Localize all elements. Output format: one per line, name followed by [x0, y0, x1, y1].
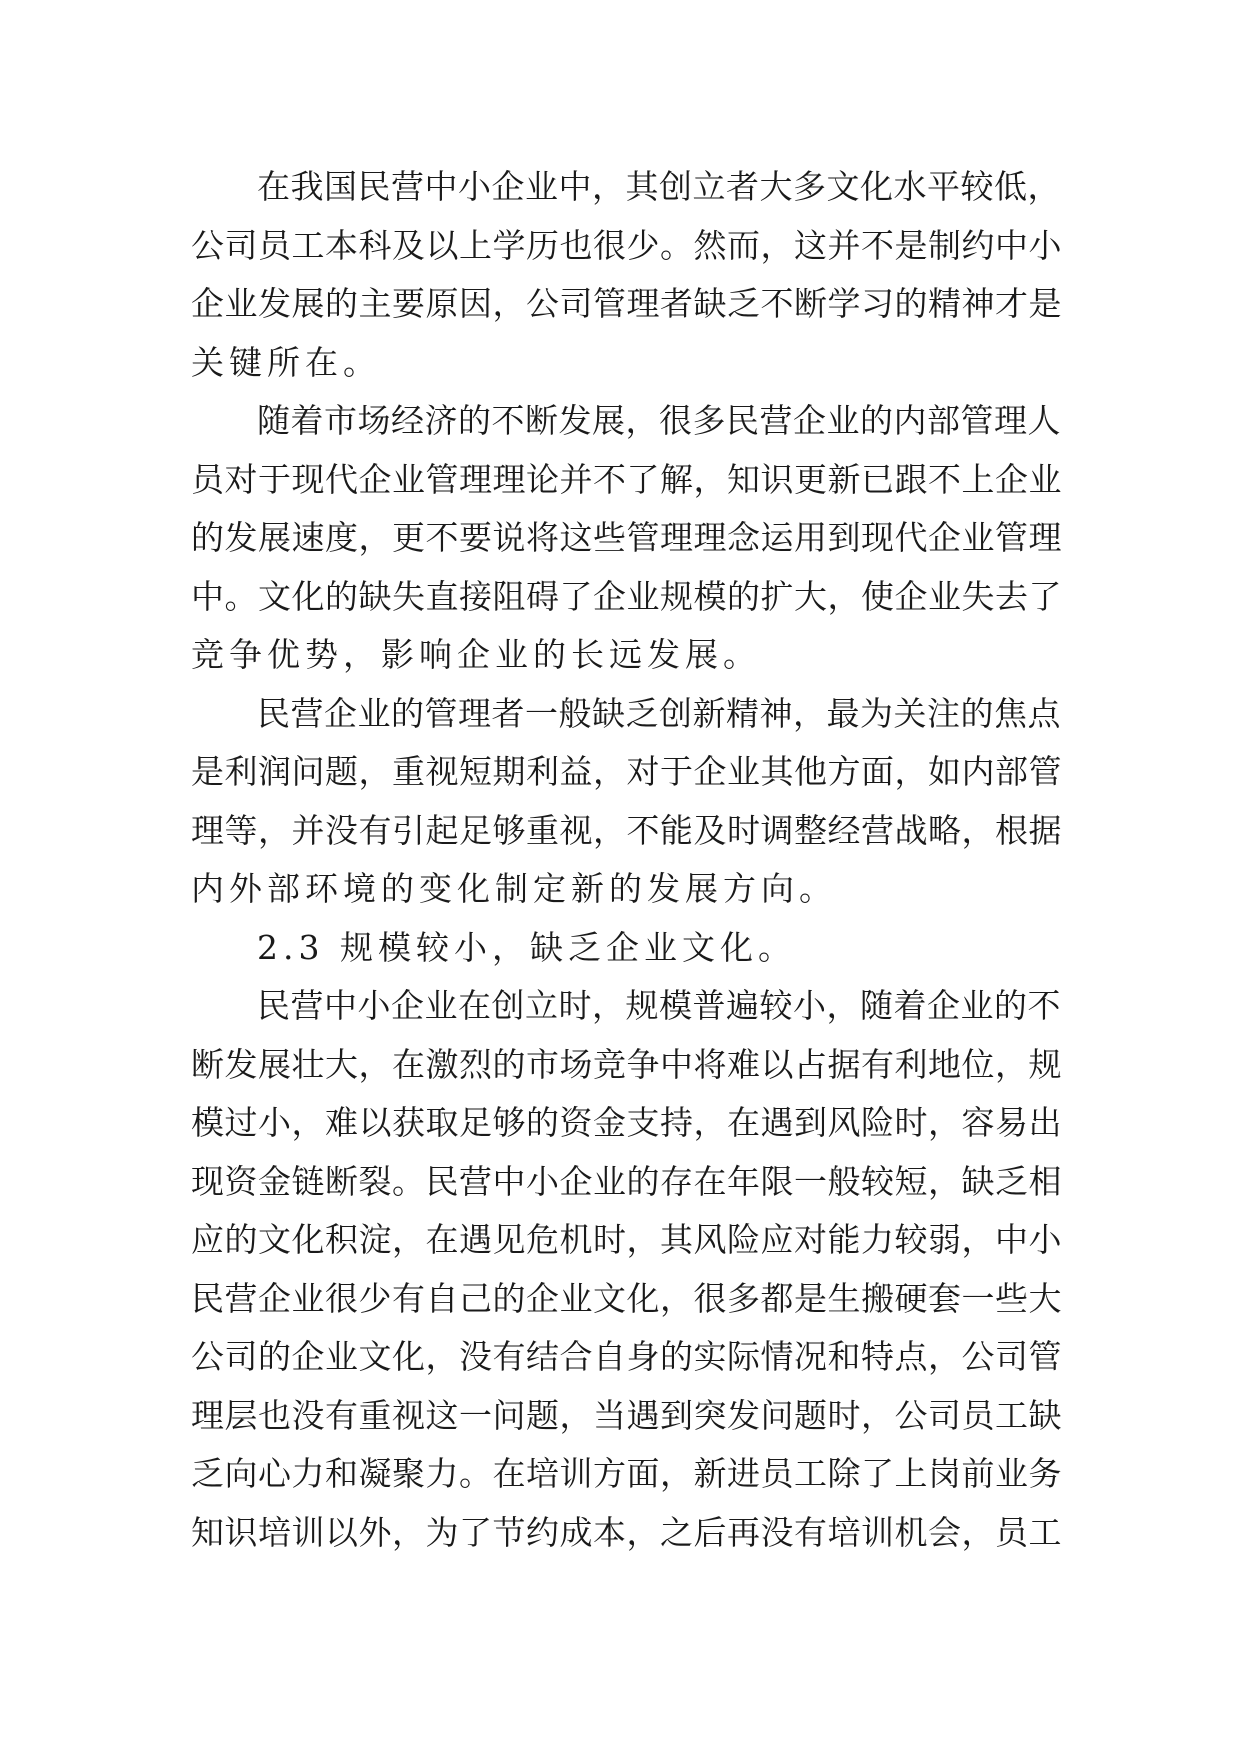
text-line: 民营企业的管理者一般缺乏创新精神，最为关注的焦点	[257, 693, 1061, 733]
text-line: 竞争优势，影响企业的长远发展。	[191, 635, 761, 674]
text-line: 的发展速度，更不要说将这些管理理念运用到现代企业管理	[191, 518, 1062, 557]
text-line: 企业发展的主要原因，公司管理者缺乏不断学习的精神才是	[191, 284, 1062, 323]
text-line: 公司的企业文化，没有结合自身的实际情况和特点，公司管	[191, 1337, 1062, 1376]
text-line: 随着市场经济的不断发展，很多民营企业的内部管理人	[257, 401, 1061, 440]
text-line: 公司员工本科及以上学历也很少。然而，这并不是制约中小	[191, 225, 1062, 265]
text-line: 内外部环境的变化制定新的发展方向。	[191, 869, 837, 908]
text-line: 理等，并没有引起足够重视，不能及时调整经营战略，根据	[191, 810, 1062, 850]
text-line: 民营中小企业在创立时，规模普遍较小，随着企业的不	[257, 986, 1061, 1025]
section-heading: 2.3 规模较小，缺乏企业文化。	[257, 927, 796, 967]
text-line: 模过小，难以获取足够的资金支持，在遇到风险时，容易出	[191, 1103, 1062, 1142]
text-line: 是利润问题，重视短期利益，对于企业其他方面，如内部管	[191, 752, 1062, 791]
text-line: 现资金链断裂。民营中小企业的存在年限一般较短，缺乏相	[191, 1161, 1062, 1201]
text-line: 民营企业很少有自己的企业文化，很多都是生搬硬套一些大	[191, 1278, 1062, 1318]
text-line: 中。文化的缺失直接阻碍了企业规模的扩大，使企业失去了	[191, 576, 1062, 616]
text-line: 应的文化积淀，在遇见危机时，其风险应对能力较弱，中小	[191, 1220, 1062, 1259]
text-line: 断发展壮大，在激烈的市场竞争中将难以占据有利地位，规	[191, 1044, 1062, 1084]
text-line: 知识培训以外，为了节约成本，之后再没有培训机会，员工	[191, 1512, 1062, 1552]
text-line: 在我国民营中小企业中，其创立者大多文化水平较低，	[257, 167, 1061, 206]
text-line: 理层也没有重视这一问题，当遇到突发问题时，公司员工缺	[191, 1395, 1062, 1435]
text-line: 乏向心力和凝聚力。在培训方面，新进员工除了上岗前业务	[191, 1454, 1062, 1493]
text-line: 员对于现代企业管理理论并不了解，知识更新已跟不上企业	[191, 459, 1062, 499]
text-line: 关键所在。	[191, 342, 381, 382]
body-text	[191, 158, 1061, 1562]
